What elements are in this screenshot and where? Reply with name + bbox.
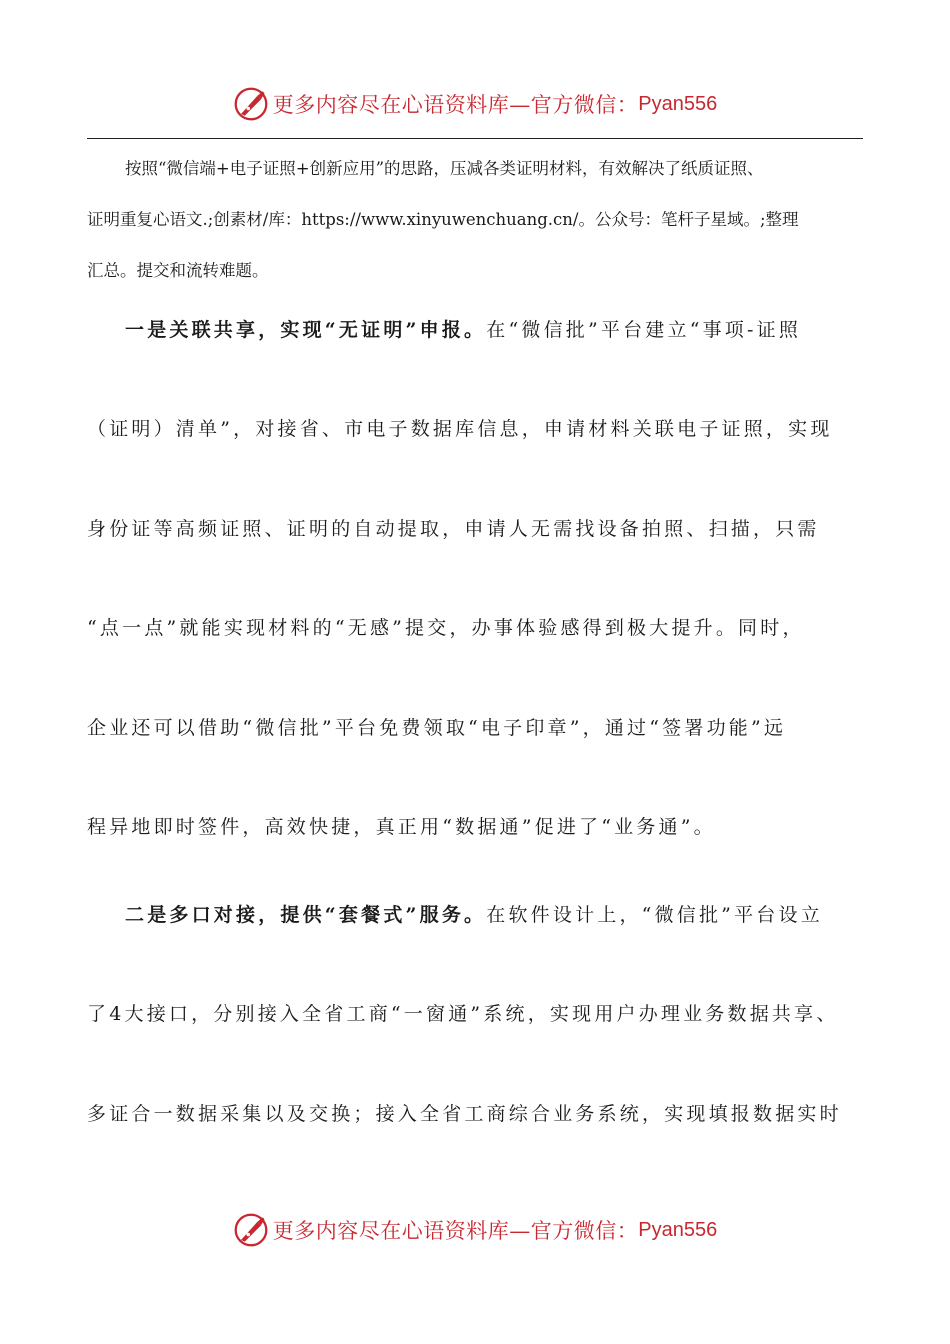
intro-line-2: 证明重复心语文.;创素材/库：https://www.xinyuwenchuang.cn/。公众号：笔杆子星域。;整理 bbox=[87, 210, 799, 229]
paragraph-2-line-6: 程异地即时签件，高效快捷，真正用“数据通”促进了“业务通”。 bbox=[87, 816, 716, 838]
intro-line-3: 汇总。提交和流转难题。 bbox=[87, 261, 269, 280]
pen-nib-logo-icon bbox=[233, 86, 269, 122]
paragraph-2-line-4: “点一点”就能实现材料的“无感”提交，办事体验感得到极大提升。同时， bbox=[87, 617, 805, 639]
banner-text: 更多内容尽在心语资料库—官方微信： bbox=[272, 93, 639, 117]
paragraph-2-line-1 bbox=[87, 317, 877, 343]
footer-banner-wechat-id: Pyan556 bbox=[638, 1218, 718, 1241]
pen-nib-logo-icon bbox=[233, 1212, 269, 1248]
footer-banner-content bbox=[233, 1212, 717, 1248]
header-banner-content bbox=[233, 86, 717, 122]
paragraph-3-heading: 二是多口对接，提供“套餐式”服务。 bbox=[125, 904, 487, 926]
paragraph-2-line-2: （证明）清单”，对接省、市电子数据库信息，申请材料关联电子证照，实现 bbox=[87, 418, 833, 440]
paragraph-2-line-3: 身份证等高频证照、证明的自动提取，申请人无需找设备拍照、扫描，只需 bbox=[87, 518, 820, 540]
paragraph-3-line-2: 了4大接口，分别接入全省工商“一窗通”系统，实现用户办理业务数据共享、 bbox=[87, 1003, 839, 1025]
header-divider bbox=[87, 138, 863, 139]
paragraph-intro bbox=[87, 143, 867, 296]
paragraph-2-line-5: 企业还可以借助“微信批”平台免费领取“电子印章”，通过“签署功能”远 bbox=[87, 717, 787, 739]
footer-banner bbox=[0, 1208, 950, 1252]
intro-line-1: 按照“微信端+电子证照+创新应用”的思路，压减各类证明材料，有效解决了纸质证照、 bbox=[125, 159, 764, 178]
header-banner bbox=[0, 82, 950, 126]
paragraph-3-line-1 bbox=[87, 902, 877, 928]
footer-banner-text: 更多内容尽在心语资料库—官方微信： bbox=[272, 1219, 639, 1243]
banner-wechat-id: Pyan556 bbox=[638, 92, 718, 115]
paragraph-2-heading: 一是关联共享，实现“无证明”申报。 bbox=[125, 319, 487, 341]
paragraph-3-line-3: 多证合一数据采集以及交换；接入全省工商综合业务系统，实现填报数据实时 bbox=[87, 1103, 842, 1125]
paragraph-2-line-1-text: 在“微信批”平台建立“事项-证照 bbox=[486, 319, 802, 341]
paragraph-3-line-1-text: 在软件设计上，“微信批”平台设立 bbox=[486, 904, 823, 926]
